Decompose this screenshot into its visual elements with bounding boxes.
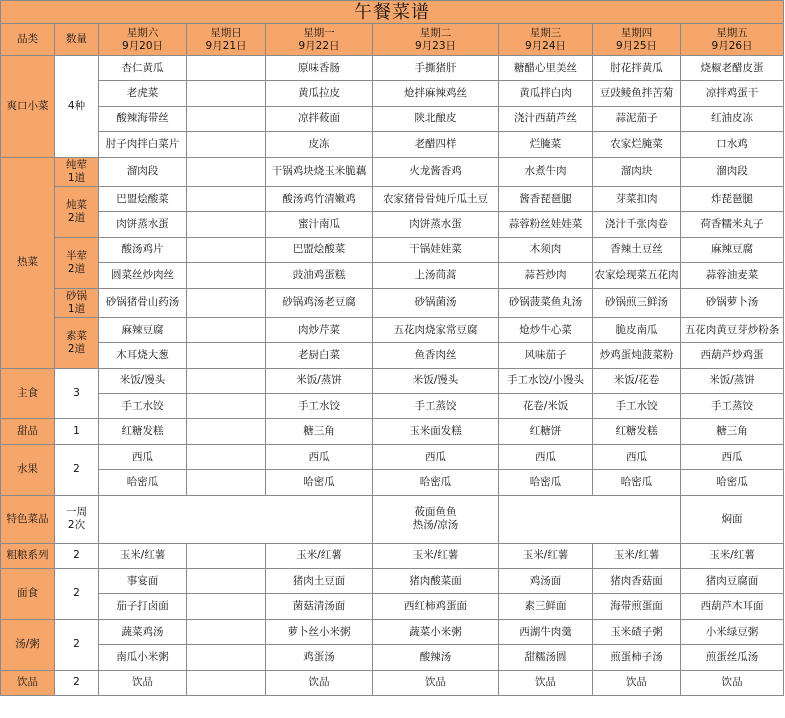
menu-item: 猪肉豆腐面 — [681, 569, 784, 594]
header-day-5-line1: 星期四 — [620, 26, 653, 39]
table-row — [1, 81, 784, 106]
menu-item-empty — [187, 444, 266, 469]
menu-item: 炝炒牛心菜 — [499, 317, 593, 342]
menu-item: 巴盟烩酸菜 — [266, 237, 373, 262]
hot-group-4-line1: 素菜 — [66, 329, 87, 342]
menu-item: 玉米/红薯 — [681, 543, 784, 568]
menu-item-empty — [187, 263, 266, 288]
menu-item: 原味香肠 — [266, 56, 373, 81]
menu-item: 蒜蓉粉丝娃娃菜 — [499, 212, 593, 237]
menu-item-empty — [187, 419, 266, 444]
menu-item: 杏仁黄瓜 — [99, 56, 187, 81]
menu-item: 砂锅煎三鲜汤 — [593, 288, 681, 317]
category-soup: 汤/粥 — [1, 619, 55, 670]
menu-item: 饮品 — [499, 670, 593, 695]
count-special-line1: 一周 — [66, 506, 87, 519]
menu-item-empty — [187, 81, 266, 106]
menu-item: 蒜蓉油麦菜 — [681, 263, 784, 288]
menu-item: 酸汤鸡竹清嫩鸡 — [266, 186, 373, 211]
menu-item: 巴盟烩酸菜 — [99, 186, 187, 211]
menu-item: 凉拌鸡蛋干 — [681, 81, 784, 106]
menu-item-empty — [187, 237, 266, 262]
menu-item: 浇汁西葫芦丝 — [499, 106, 593, 131]
hot-group-4 — [55, 317, 99, 368]
menu-item: 饮品 — [681, 670, 784, 695]
menu-item: 炝拌麻辣鸡丝 — [373, 81, 499, 106]
menu-item: 花卷/米饭 — [499, 394, 593, 419]
count-noodle: 2 — [55, 569, 99, 620]
menu-item: 芽菜扣肉 — [593, 186, 681, 211]
menu-item: 鸡蛋汤 — [266, 645, 373, 670]
menu-item: 砂锅萝卜汤 — [681, 288, 784, 317]
menu-item: 酸汤鸡片 — [99, 237, 187, 262]
menu-item: 西瓜 — [99, 444, 187, 469]
category-cold: 爽口小菜 — [1, 56, 55, 158]
menu-item: 西瓜 — [593, 444, 681, 469]
hot-group-1-line2: 2道 — [67, 211, 86, 224]
menu-item: 肘花拌黄瓜 — [593, 56, 681, 81]
menu-item-empty — [187, 317, 266, 342]
header-day-6-line2: 9月26日 — [711, 39, 753, 52]
special-tuesday-line1: 莜面鱼鱼 — [414, 506, 457, 519]
menu-item: 蔬菜鸡汤 — [99, 619, 187, 644]
table-row — [1, 444, 784, 469]
table-row — [1, 645, 784, 670]
menu-item: 皮冻 — [266, 132, 373, 157]
menu-item: 玉米碴子粥 — [593, 619, 681, 644]
menu-item: 蜜汁南瓜 — [266, 212, 373, 237]
header-day-2-line1: 星期一 — [303, 26, 335, 39]
category-fruit: 水果 — [1, 444, 55, 495]
menu-item: 溜肉段 — [99, 157, 187, 186]
menu-item: 玉米/红薯 — [373, 543, 499, 568]
menu-item: 甜糯汤圆 — [499, 645, 593, 670]
menu-item: 西红柿鸡蛋面 — [373, 594, 499, 619]
menu-item: 蔬菜小米粥 — [373, 619, 499, 644]
hot-group-2 — [55, 237, 99, 288]
menu-item: 哈密瓜 — [99, 470, 187, 495]
table-row — [1, 24, 784, 56]
menu-item: 糖三角 — [681, 419, 784, 444]
menu-item: 饮品 — [373, 670, 499, 695]
header-day-3-line2: 9月23日 — [414, 39, 457, 52]
menu-item-empty — [187, 56, 266, 81]
menu-item: 糖醋心里美丝 — [499, 56, 593, 81]
header-day-4-line1: 星期三 — [529, 26, 562, 39]
menu-item-empty — [187, 543, 266, 568]
menu-item: 鱼香肉丝 — [373, 343, 499, 368]
header-day-1-line1: 星期日 — [210, 26, 242, 39]
menu-item: 干锅娃娃菜 — [373, 237, 499, 262]
menu-item-empty — [187, 157, 266, 186]
menu-item: 西葫芦木耳面 — [681, 594, 784, 619]
menu-item: 饮品 — [266, 670, 373, 695]
menu-item-empty — [187, 645, 266, 670]
menu-item-empty — [187, 594, 266, 619]
hot-group-0-line2: 1道 — [67, 171, 86, 184]
hot-group-3-line1: 砂锅 — [66, 289, 87, 302]
menu-item: 蒜苔炒肉 — [499, 263, 593, 288]
menu-item: 黄瓜拌白肉 — [499, 81, 593, 106]
menu-item-empty — [187, 186, 266, 211]
menu-item: 红糖饼 — [499, 419, 593, 444]
header-count: 数量 — [55, 24, 99, 56]
menu-item: 溜肉段 — [681, 157, 784, 186]
menu-item: 玉米/红薯 — [499, 543, 593, 568]
table-row — [1, 619, 784, 644]
category-grain: 粗粮系列 — [1, 543, 55, 568]
table-row — [1, 670, 784, 695]
menu-item: 农家猪骨骨炖斤瓜土豆 — [373, 186, 499, 211]
menu-item: 西瓜 — [373, 444, 499, 469]
menu-item-empty — [99, 495, 373, 543]
category-hot: 热菜 — [1, 157, 55, 368]
menu-item: 老虎菜 — [99, 81, 187, 106]
menu-item: 饮品 — [593, 670, 681, 695]
menu-item: 农家烩现菜五花肉 — [593, 263, 681, 288]
menu-item: 蒜泥茄子 — [593, 106, 681, 131]
menu-item: 豉油鸡蛋糕 — [266, 263, 373, 288]
table-row — [1, 1, 784, 24]
menu-item-empty — [187, 569, 266, 594]
menu-item: 砂锅猪骨山药汤 — [99, 288, 187, 317]
menu-item: 萝卜丝小米粥 — [266, 619, 373, 644]
menu-item-empty — [187, 670, 266, 695]
category-staple: 主食 — [1, 368, 55, 419]
category-noodle: 面食 — [1, 569, 55, 620]
special-tuesday — [373, 495, 499, 543]
menu-item: 脆皮南瓜 — [593, 317, 681, 342]
header-day-3 — [373, 24, 499, 56]
menu-item: 鸡汤面 — [499, 569, 593, 594]
menu-item: 哈密瓜 — [499, 470, 593, 495]
menu-item-empty — [187, 106, 266, 131]
menu-item: 香辣土豆丝 — [593, 237, 681, 262]
header-category: 品类 — [1, 24, 55, 56]
menu-item: 哈密瓜 — [373, 470, 499, 495]
header-day-0-line2: 9月20日 — [121, 39, 164, 52]
menu-item: 西葫芦炒鸡蛋 — [681, 343, 784, 368]
table-row — [1, 263, 784, 288]
table-row — [1, 56, 784, 81]
header-day-1-line2: 9月21日 — [205, 39, 247, 52]
menu-item: 肘子肉拌白菜片 — [99, 132, 187, 157]
menu-item: 麻辣豆腐 — [681, 237, 784, 262]
count-soup: 2 — [55, 619, 99, 670]
menu-item: 西湖牛肉羹 — [499, 619, 593, 644]
menu-item: 麻辣豆腐 — [99, 317, 187, 342]
menu-item-empty — [187, 368, 266, 393]
count-staple: 3 — [55, 368, 99, 419]
menu-item: 肉饼蒸水蛋 — [99, 212, 187, 237]
menu-item: 砂锅菠菜鱼丸汤 — [499, 288, 593, 317]
hot-group-2-line2: 2道 — [67, 262, 86, 275]
table-row — [1, 237, 784, 262]
header-day-0-line1: 星期六 — [126, 26, 159, 39]
table-row — [1, 495, 784, 543]
menu-item: 手工蒸饺 — [681, 394, 784, 419]
menu-item: 玉米/红薯 — [593, 543, 681, 568]
menu-item-empty — [187, 394, 266, 419]
menu-item: 上汤茼蒿 — [373, 263, 499, 288]
header-day-5 — [593, 24, 681, 56]
menu-item: 溜肉块 — [593, 157, 681, 186]
menu-item: 西瓜 — [499, 444, 593, 469]
menu-item: 米饭/蒸饼 — [681, 368, 784, 393]
hot-group-0 — [55, 157, 99, 186]
menu-item: 小米绿豆粥 — [681, 619, 784, 644]
menu-item: 干锅鸡块烧玉米脆藕 — [266, 157, 373, 186]
count-dessert: 1 — [55, 419, 99, 444]
menu-item: 红糖发糕 — [99, 419, 187, 444]
menu-item: 猪肉酸菜面 — [373, 569, 499, 594]
special-friday: 焖面 — [681, 495, 784, 543]
menu-item: 风味茄子 — [499, 343, 593, 368]
menu-item: 砂锅鸡汤老豆腐 — [266, 288, 373, 317]
menu-item: 圆菜丝炒肉丝 — [99, 263, 187, 288]
menu-item: 手工水饺/小馒头 — [499, 368, 593, 393]
table-row — [1, 288, 784, 317]
count-drink: 2 — [55, 670, 99, 695]
menu-item: 猪肉香菇面 — [593, 569, 681, 594]
menu-item: 茄子打卤面 — [99, 594, 187, 619]
header-day-6 — [681, 24, 784, 56]
menu-item: 海带煎蛋面 — [593, 594, 681, 619]
table-row — [1, 343, 784, 368]
count-special-line2: 2次 — [67, 519, 86, 532]
hot-group-3-line2: 1道 — [67, 302, 86, 315]
menu-item: 手工蒸饺 — [373, 394, 499, 419]
menu-item: 肉饼蒸水蛋 — [373, 212, 499, 237]
menu-item-empty — [187, 212, 266, 237]
menu-item: 老厨白菜 — [266, 343, 373, 368]
menu-item: 豆豉鲮鱼拌苦菊 — [593, 81, 681, 106]
table-row — [1, 394, 784, 419]
menu-item: 菌菇清汤面 — [266, 594, 373, 619]
table-row — [1, 106, 784, 131]
menu-item: 火龙酱香鸡 — [373, 157, 499, 186]
menu-item: 米饭/蒸饼 — [266, 368, 373, 393]
menu-item: 陕北酿皮 — [373, 106, 499, 131]
header-day-0 — [99, 24, 187, 56]
hot-group-4-line2: 2道 — [67, 342, 86, 355]
table-row — [1, 132, 784, 157]
menu-item-empty — [187, 288, 266, 317]
menu-item: 西瓜 — [266, 444, 373, 469]
menu-item: 哈密瓜 — [266, 470, 373, 495]
menu-item: 酸辣海带丝 — [99, 106, 187, 131]
table-row — [1, 317, 784, 342]
menu-item: 手工水饺 — [593, 394, 681, 419]
count-grain: 2 — [55, 543, 99, 568]
hot-group-1 — [55, 186, 99, 237]
menu-item: 烂腌菜 — [499, 132, 593, 157]
menu-item: 南瓜小米粥 — [99, 645, 187, 670]
menu-item: 酸辣汤 — [373, 645, 499, 670]
header-day-2 — [266, 24, 373, 56]
menu-item: 手撕猪肝 — [373, 56, 499, 81]
menu-item: 口水鸡 — [681, 132, 784, 157]
table-row — [1, 186, 784, 211]
menu-item: 红糖发糕 — [593, 419, 681, 444]
menu-item: 红油皮冻 — [681, 106, 784, 131]
category-dessert: 甜品 — [1, 419, 55, 444]
menu-item: 手工水饺 — [266, 394, 373, 419]
count-fruit: 2 — [55, 444, 99, 495]
category-special: 特色菜品 — [1, 495, 55, 543]
menu-item: 浇汁千张肉卷 — [593, 212, 681, 237]
special-tuesday-line2: 热汤/凉汤 — [412, 519, 459, 532]
menu-item: 五花肉烧家常豆腐 — [373, 317, 499, 342]
menu-item: 煎蛋柿子汤 — [593, 645, 681, 670]
menu-item: 黄瓜拉皮 — [266, 81, 373, 106]
menu-item: 猪肉土豆面 — [266, 569, 373, 594]
table-row — [1, 470, 784, 495]
table-row — [1, 368, 784, 393]
table-row — [1, 543, 784, 568]
category-drink: 饮品 — [1, 670, 55, 695]
hot-group-2-line1: 半荤 — [66, 249, 87, 262]
menu-item: 老醋四样 — [373, 132, 499, 157]
menu-item: 玉米/红薯 — [99, 543, 187, 568]
menu-item: 玉米面发糕 — [373, 419, 499, 444]
menu-item-empty — [187, 470, 266, 495]
header-day-4 — [499, 24, 593, 56]
count-special — [55, 495, 99, 543]
header-day-2-line2: 9月22日 — [298, 39, 340, 52]
menu-item: 酱香琵琶腿 — [499, 186, 593, 211]
menu-item: 肉炒芹菜 — [266, 317, 373, 342]
menu-item: 玉米/红薯 — [266, 543, 373, 568]
menu-item: 糖三角 — [266, 419, 373, 444]
header-day-6-line1: 星期五 — [716, 26, 748, 39]
menu-item: 砂锅菌汤 — [373, 288, 499, 317]
menu-item-empty — [499, 495, 681, 543]
hot-group-0-line1: 纯荤 — [66, 158, 87, 171]
header-day-5-line2: 9月25日 — [615, 39, 658, 52]
menu-item: 米饭/馒头 — [99, 368, 187, 393]
menu-item: 水煮牛肉 — [499, 157, 593, 186]
menu-item: 木须肉 — [499, 237, 593, 262]
hot-group-3 — [55, 288, 99, 317]
menu-item: 炸琵琶腿 — [681, 186, 784, 211]
header-day-4-line2: 9月24日 — [524, 39, 567, 52]
menu-item-empty — [187, 619, 266, 644]
menu-item: 炒鸡蛋炖菠菜粉 — [593, 343, 681, 368]
hot-group-1-line1: 炖菜 — [66, 198, 87, 211]
menu-item: 手工水饺 — [99, 394, 187, 419]
table-row — [1, 157, 784, 186]
menu-item: 哈密瓜 — [593, 470, 681, 495]
menu-item: 煎蛋丝瓜汤 — [681, 645, 784, 670]
menu-item: 米饭/花卷 — [593, 368, 681, 393]
page-title: 午餐菜谱 — [1, 1, 784, 24]
menu-item: 烧椒老醋皮蛋 — [681, 56, 784, 81]
table-row — [1, 594, 784, 619]
menu-item-empty — [187, 132, 266, 157]
table-row — [1, 569, 784, 594]
table-row — [1, 419, 784, 444]
menu-item: 事宴面 — [99, 569, 187, 594]
menu-item: 西瓜 — [681, 444, 784, 469]
menu-item: 木耳烧大葱 — [99, 343, 187, 368]
header-day-3-line1: 星期二 — [419, 26, 452, 39]
menu-item: 米饭/馒头 — [373, 368, 499, 393]
menu-item: 素三鲜面 — [499, 594, 593, 619]
menu-item: 五花肉黄豆芽炒粉条 — [681, 317, 784, 342]
menu-item: 凉拌莜面 — [266, 106, 373, 131]
count-cold: 4种 — [55, 56, 99, 158]
menu-item: 饮品 — [99, 670, 187, 695]
table-row — [1, 212, 784, 237]
menu-item: 荷香糯米丸子 — [681, 212, 784, 237]
header-day-1 — [187, 24, 266, 56]
menu-item: 哈密瓜 — [681, 470, 784, 495]
menu-item-empty — [187, 343, 266, 368]
menu-item: 农家烂腌菜 — [593, 132, 681, 157]
